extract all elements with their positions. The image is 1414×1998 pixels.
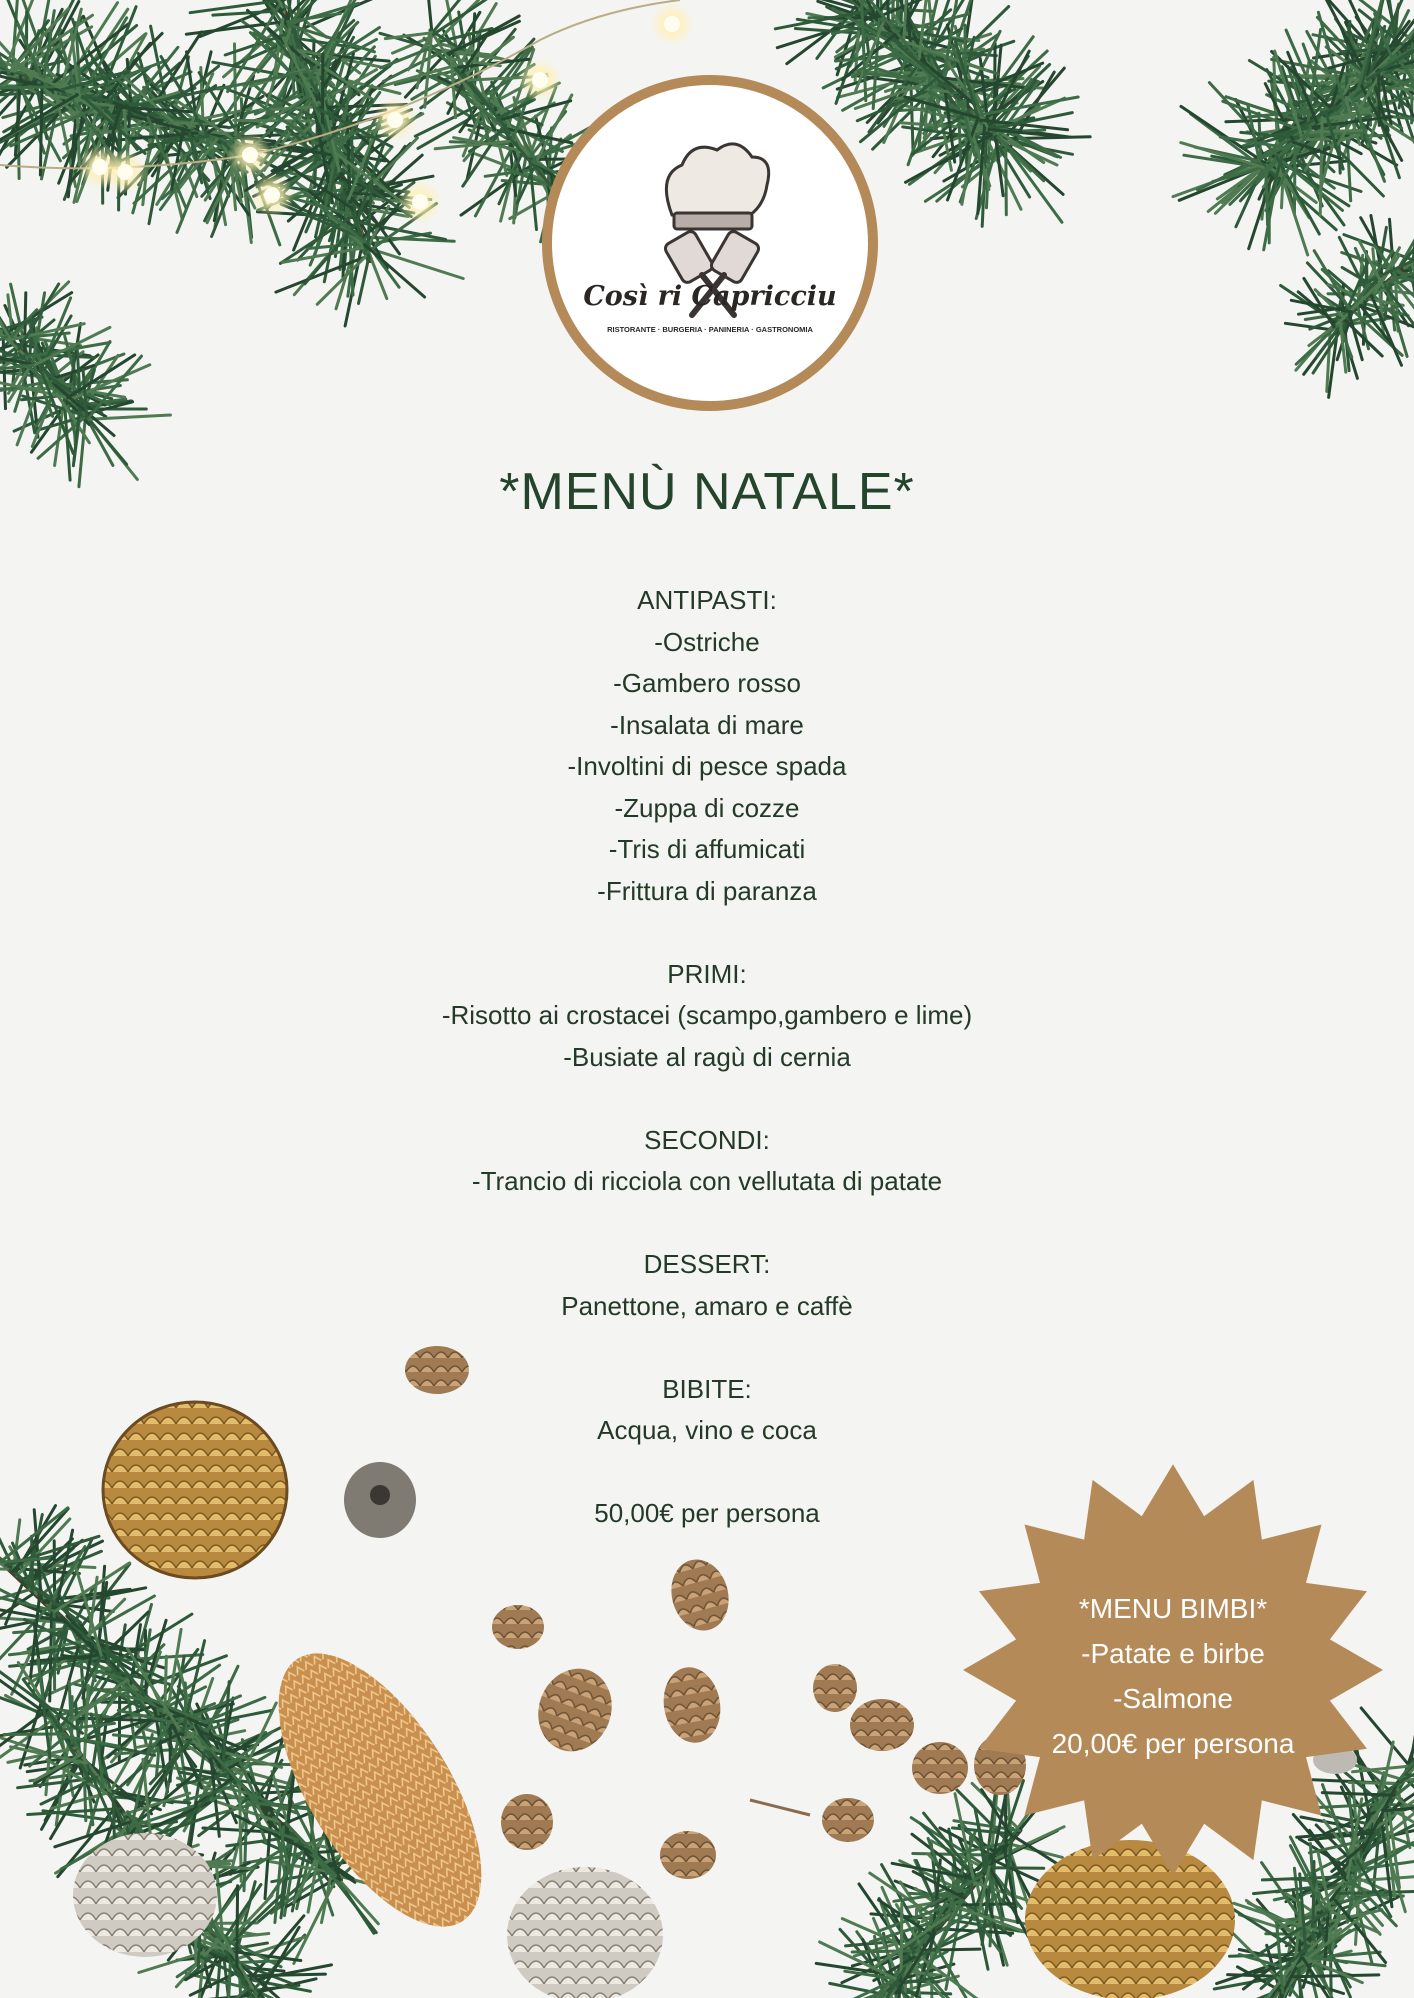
kids-menu-item: -Salmone [1113, 1683, 1233, 1714]
section-heading: SECONDI: [644, 1124, 770, 1155]
section-heading: ANTIPASTI: [637, 585, 777, 615]
chef-hat-icon [666, 144, 768, 229]
menu-item: -Insalata di mare [610, 709, 804, 740]
section-heading: PRIMI: [667, 958, 747, 989]
kids-menu-title: *MENU BIMBI* [1078, 1593, 1268, 1624]
kids-menu-text [960, 1586, 1386, 1766]
restaurant-logo [542, 75, 878, 411]
section-spacer [0, 1327, 1414, 1369]
menu-item: -Gambero rosso [613, 668, 801, 698]
logo-tagline: RISTORANTE · BURGERIA · PANINERIA · GASTRONOMIA [607, 325, 813, 334]
menu-item: -Trancio di ricciola con vellutata di patate [471, 1166, 943, 1196]
menu-price: 50,00€ per persona [594, 1498, 820, 1528]
menu-body [0, 580, 1414, 1535]
menu-item: Acqua, vino e coca [597, 1415, 817, 1445]
menu-item: -Zuppa di cozze [614, 792, 800, 823]
kids-menu-badge [960, 1460, 1386, 1880]
menu-item: -Risotto ai crostacei (scampo,gambero e lime) [441, 1000, 973, 1030]
menu-item: -Involtini di pesce spada [567, 751, 847, 781]
kids-menu-item: -Patate e birbe [1081, 1638, 1265, 1669]
section-spacer [0, 912, 1414, 954]
menu-item: Panettone, amaro e caffè [561, 1290, 853, 1321]
menu-item: -Tris di affumicati [608, 834, 806, 864]
section-spacer [0, 1203, 1414, 1245]
menu-item: -Frittura di paranza [597, 875, 817, 906]
kids-menu-price: 20,00€ per persona [1051, 1728, 1295, 1759]
section-heading: BIBITE: [662, 1373, 752, 1404]
menu-item: -Busiate al ragù di cernia [563, 1041, 851, 1072]
section-heading: DESSERT: [643, 1249, 771, 1279]
section-spacer [0, 1078, 1414, 1120]
logo-name: Così ri Capricciu [583, 281, 837, 312]
menu-title: *MENÙ NATALE* [499, 463, 915, 521]
menu-item: -Ostriche [654, 626, 760, 657]
